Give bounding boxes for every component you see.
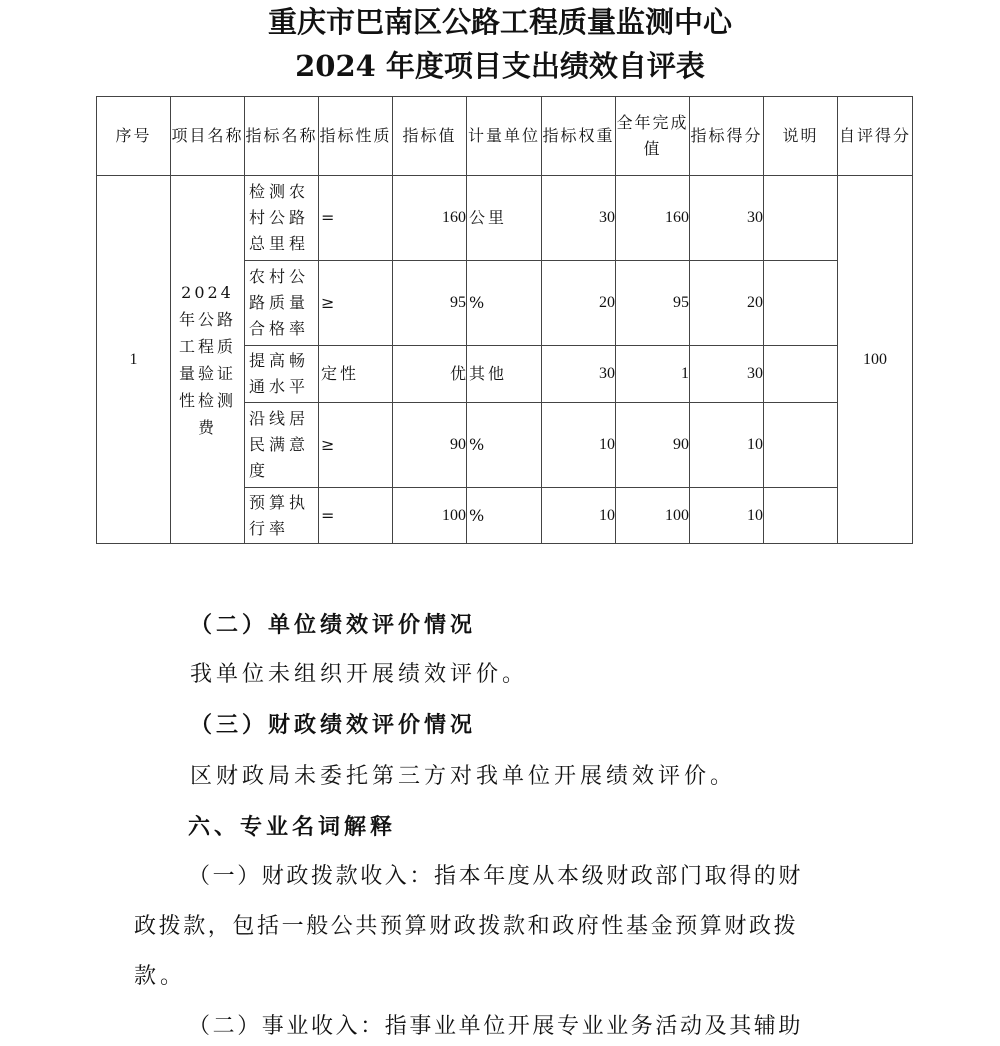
note-cell: [764, 261, 838, 346]
score-cell: 10: [690, 488, 764, 544]
document-subtitle: 2024 年度项目支出绩效自评表: [295, 49, 705, 83]
indicator-value-cell: 90: [393, 403, 467, 488]
note-cell: [764, 403, 838, 488]
project-name-text: 2024 年公路工程质量验证性检测费: [178, 282, 236, 437]
score-cell: 30: [690, 176, 764, 261]
weight-cell: 30: [542, 176, 616, 261]
header-indicator-name: 指标名称: [245, 97, 319, 176]
table-header-row: [97, 97, 913, 176]
unit-cell: 其他: [467, 346, 542, 403]
self-score-cell: 100: [838, 176, 913, 544]
header-weight: 指标权重: [542, 97, 616, 176]
paragraph-term1-line3: 款。: [134, 964, 187, 989]
indicator-nature-cell: =: [319, 176, 393, 261]
indicator-name-cell: 检测农村公路总里程: [245, 176, 319, 261]
indicator-name-cell: 预算执行率: [245, 488, 319, 544]
header-self-score: 自评得分: [838, 97, 913, 176]
note-cell: [764, 488, 838, 544]
note-cell: [764, 176, 838, 261]
header-score: 指标得分: [690, 97, 764, 176]
header-indicator-value: 指标值: [393, 97, 467, 176]
indicator-value-cell: 160: [393, 176, 467, 261]
indicator-nature-cell: ≥: [319, 261, 393, 346]
weight-cell: 30: [542, 346, 616, 403]
header-seq: 序号: [97, 97, 171, 176]
indicator-nature-cell: ≥: [319, 403, 393, 488]
weight-cell: 10: [542, 403, 616, 488]
paragraph-term1-line1: （一）财政拨款收入：指本年度从本级财政部门取得的财: [188, 864, 804, 889]
actual-cell: 95: [616, 261, 690, 346]
actual-cell: 90: [616, 403, 690, 488]
section-heading-fin-eval: （三）财政绩效评价情况: [190, 712, 477, 738]
score-cell: 30: [690, 346, 764, 403]
paragraph-term1-line2: 政拨款，包括一般公共预算财政拨款和政府性基金预算财政拨: [134, 914, 799, 939]
indicator-value-cell: 优: [393, 346, 467, 403]
score-cell: 20: [690, 261, 764, 346]
paragraph-fin-eval: 区财政局未委托第三方对我单位开展绩效评价。: [190, 764, 737, 789]
indicator-name-cell: 提高畅通水平: [245, 346, 319, 403]
unit-cell: %: [467, 261, 542, 346]
score-cell: 10: [690, 403, 764, 488]
note-cell: [764, 346, 838, 403]
indicator-name-cell: 沿线居民满意度: [245, 403, 319, 488]
document-title: 重庆市巴南区公路工程质量监测中心: [267, 5, 732, 39]
indicator-value-cell: 100: [393, 488, 467, 544]
header-indicator-nature: 指标性质: [319, 97, 393, 176]
performance-table: [96, 96, 913, 544]
actual-cell: 100: [616, 488, 690, 544]
header-project-name: 项目名称: [171, 97, 245, 176]
indicator-value-cell: 95: [393, 261, 467, 346]
header-actual: 全年完成值: [616, 97, 690, 176]
actual-cell: 160: [616, 176, 690, 261]
unit-cell: 公里: [467, 176, 542, 261]
section-heading-terms: 六、专业名词解释: [188, 814, 397, 840]
actual-cell: 1: [616, 346, 690, 403]
weight-cell: 10: [542, 488, 616, 544]
unit-cell: %: [467, 488, 542, 544]
indicator-nature-cell: 定性: [319, 346, 393, 403]
header-note: 说明: [764, 97, 838, 176]
indicator-nature-cell: =: [319, 488, 393, 544]
table-row: [97, 176, 913, 261]
seq-cell: 1: [97, 176, 171, 544]
indicator-name-cell: 农村公路质量合格率: [245, 261, 319, 346]
weight-cell: 20: [542, 261, 616, 346]
paragraph-unit-eval: 我单位未组织开展绩效评价。: [190, 662, 529, 687]
paragraph-term2-line1: （二）事业收入：指事业单位开展专业业务活动及其辅助: [188, 1014, 804, 1039]
unit-cell: %: [467, 403, 542, 488]
section-heading-unit-eval: （二）单位绩效评价情况: [190, 612, 477, 638]
header-unit: 计量单位: [467, 97, 542, 176]
project-name-cell: [171, 176, 245, 544]
